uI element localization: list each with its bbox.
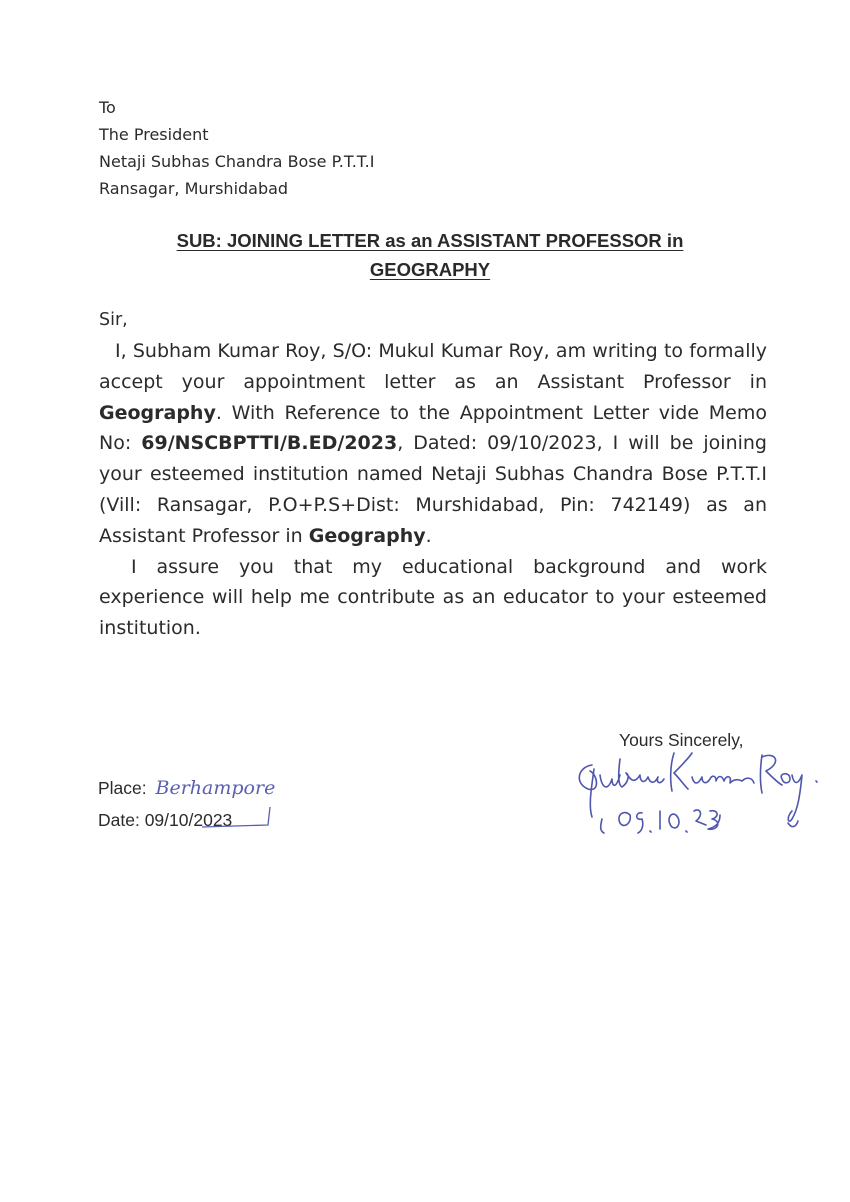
letter-body [99,336,767,644]
body-paragraph-1 [99,336,767,552]
address-location: Ransagar, Murshidabad [99,179,289,198]
date-pen-stroke [200,805,280,831]
salutation: Sir, [99,310,128,330]
date-label: Date: [98,810,140,830]
body-paragraph-2: I assure you that my educational background and work experience will help me contribute as an educator to your esteemed institution. [99,555,767,640]
place-handwritten: Berhampore [155,777,276,799]
address-title: The President [99,125,209,144]
date-value: 09/10/2023 [144,810,233,830]
closing: Yours Sincerely, [619,730,744,750]
memo-number: 69/NSCBPTTI/B.ED/2023 [141,432,398,455]
body-text: I, Subham Kumar Roy, S/O: Mukul Kumar Roy, am writing to formally accept your appointment letter as an Assistant Professor in [99,340,767,393]
subject-emphasis: Geography [99,401,216,424]
place-row [98,772,275,804]
subject-line-1: SUB: JOINING LETTER as an ASSISTANT PROFESSOR in [176,230,684,251]
subject-heading [110,226,750,284]
address-institution: Netaji Subhas Chandra Bose P.T.T.I [99,152,375,171]
body-text: . With Reference to the Appointment Letter vide Memo No: [99,401,767,455]
recipient-address [99,94,374,202]
body-text: , Dated: 09/10/2023, I will be joining your esteemed institution named Netaji Subhas Chandra Bose P.T.T.I (Vill: Ransagar, P.O+P.S+Dist: Murshidabad, Pin: 742149) as an Assistant Professor in [99,432,767,547]
body-text: . [425,524,432,547]
address-to: To [99,98,116,117]
signature-image [570,745,830,840]
place-label: Place: [98,778,147,798]
subject-line-2: GEOGRAPHY [369,259,491,280]
subject-emphasis: Geography [308,524,426,547]
